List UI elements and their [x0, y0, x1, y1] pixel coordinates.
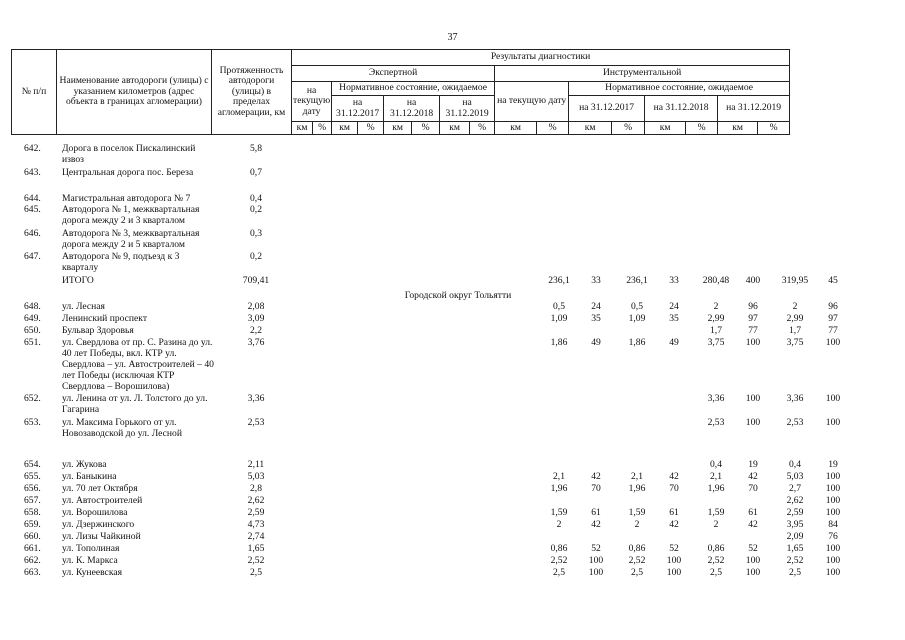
value-pct: 100: [745, 567, 761, 578]
value-km: 1,09: [628, 313, 646, 324]
value-pct: 33: [669, 275, 679, 286]
road-length: 2,11: [247, 459, 265, 470]
value-pct: 77: [748, 325, 758, 336]
road-length: 1,65: [247, 543, 265, 554]
value-km: 2,5: [789, 567, 801, 578]
row-number: 655.: [24, 471, 41, 482]
road-name: Автодорога № 1, межквартальная дорога между 2 и 3 кварталом: [62, 204, 200, 226]
header-pct: %: [412, 122, 440, 135]
value-km: 2,59: [786, 507, 804, 518]
value-pct: 96: [748, 301, 758, 312]
value-pct: 52: [669, 543, 679, 554]
road-length: 0,4: [250, 193, 262, 204]
value-pct: 49: [591, 337, 601, 348]
value-km: 2,52: [707, 555, 725, 566]
value-km: 2,09: [786, 531, 804, 542]
header-name: Наименование автодороги (улицы) с указанием километров (адрес объекта в границах агломерации): [57, 50, 212, 135]
value-km: 2: [634, 519, 640, 530]
road-name: Центральная дорога пос. Береза: [62, 167, 194, 178]
road-name: Бульвар Здоровья: [62, 325, 134, 336]
row-number: 644.: [24, 193, 41, 204]
value-pct: 49: [669, 337, 679, 348]
road-length: 2,52: [247, 555, 265, 566]
header-pct: %: [758, 122, 790, 135]
value-pct: 77: [828, 325, 838, 336]
road-length: 2,62: [247, 495, 265, 506]
header-current-expert: на текущую дату: [292, 82, 332, 122]
value-km: 3,75: [707, 337, 725, 348]
row-number: 657.: [24, 495, 41, 506]
value-km: 236,1: [548, 275, 570, 286]
value-km: 0,4: [710, 459, 722, 470]
value-pct: 24: [669, 301, 679, 312]
road-length: 3,76: [247, 337, 265, 348]
row-number: 658.: [24, 507, 41, 518]
header-expert: Экспертной: [292, 66, 495, 82]
value-km: 2,53: [786, 417, 804, 428]
road-length: 2,59: [247, 507, 265, 518]
value-pct: 100: [666, 555, 682, 566]
road-name: ул. Свердлова от пр. С. Разина до ул. 40 лет Победы, вкл. КТР ул. Свердлова – ул. Автостроителей – 40 лет Победы (исключая КТР Свердлова – Ворошилова): [62, 337, 214, 392]
value-km: 2,53: [707, 417, 725, 428]
header-results: Результаты диагностики: [292, 50, 790, 66]
road-name: Автодорога № 9, подъезд к 3 кварталу: [62, 251, 180, 273]
road-name: ул. Кунеевская: [62, 567, 123, 578]
header-length: Протяженность автодороги (улицы) в пределах агломерации, км: [212, 50, 292, 135]
row-number: 642.: [24, 143, 41, 154]
value-pct: 100: [825, 393, 841, 404]
road-name: ИТОГО: [62, 275, 94, 286]
road-length: 2,5: [250, 567, 262, 578]
road-name: Ленинский проспект: [62, 313, 148, 324]
value-pct: 76: [828, 531, 838, 542]
value-pct: 100: [825, 555, 841, 566]
row-number: 643.: [24, 167, 41, 178]
value-km: 0,5: [553, 301, 565, 312]
value-km: 5,03: [786, 471, 804, 482]
value-pct: 100: [745, 337, 761, 348]
value-pct: 100: [745, 393, 761, 404]
value-pct: 100: [745, 555, 761, 566]
value-pct: 42: [591, 471, 601, 482]
row-number: 656.: [24, 483, 41, 494]
row-number: 646.: [24, 228, 41, 239]
row-number: 647.: [24, 251, 41, 262]
value-km: 3,36: [786, 393, 804, 404]
value-pct: 70: [748, 483, 758, 494]
value-km: 2: [792, 301, 798, 312]
value-km: 0,86: [707, 543, 725, 554]
header-km: км: [292, 122, 313, 135]
road-length: 2,08: [247, 301, 265, 312]
value-km: 1,09: [550, 313, 568, 324]
header-km: км: [440, 122, 470, 135]
road-name: ул. Автостроителей: [62, 495, 143, 506]
header-num: № п/п: [12, 50, 57, 135]
value-pct: 42: [669, 471, 679, 482]
row-number: 645.: [24, 204, 41, 215]
road-length: 0,7: [250, 167, 262, 178]
value-pct: 100: [588, 555, 604, 566]
value-km: 236,1: [626, 275, 648, 286]
row-number: 648.: [24, 301, 41, 312]
road-length: 2,74: [247, 531, 265, 542]
value-pct: 61: [748, 507, 758, 518]
value-km: 0,86: [628, 543, 646, 554]
value-pct: 100: [825, 543, 841, 554]
header-pct: %: [537, 122, 569, 135]
road-name: ул. Максима Горького от ул. Новозаводской до ул. Лесной: [62, 417, 182, 439]
row-number: 652.: [24, 393, 41, 404]
value-km: 319,95: [781, 275, 809, 286]
value-pct: 35: [591, 313, 601, 324]
header-pct: %: [612, 122, 645, 135]
header-current-instr: на текущую дату: [495, 82, 569, 122]
value-km: 1,86: [628, 337, 646, 348]
road-length: 2,8: [250, 483, 262, 494]
row-number: 662.: [24, 555, 41, 566]
road-name: ул. Баныкина: [62, 471, 117, 482]
value-pct: 84: [828, 519, 838, 530]
value-km: 2: [713, 301, 719, 312]
road-name: Магистральная автодорога № 7: [62, 193, 191, 204]
header-km: км: [645, 122, 686, 135]
header-pct: %: [686, 122, 718, 135]
header-instr-2019: на 31.12.2019: [718, 96, 790, 122]
row-number: 653.: [24, 417, 41, 428]
value-km: 2,52: [786, 555, 804, 566]
value-pct: 19: [828, 459, 838, 470]
value-pct: 42: [669, 519, 679, 530]
value-km: 0,86: [550, 543, 568, 554]
road-name: ул. Дзержинского: [62, 519, 135, 530]
header-expert-2019: на 31.12.2019: [440, 96, 495, 122]
road-length: 3,36: [247, 393, 265, 404]
value-pct: 70: [591, 483, 601, 494]
row-number: 651.: [24, 337, 41, 348]
header-km: км: [495, 122, 537, 135]
value-pct: 52: [748, 543, 758, 554]
road-name: ул. К. Маркса: [62, 555, 118, 566]
value-pct: 97: [748, 313, 758, 324]
value-pct: 100: [825, 337, 841, 348]
header-instrumental: Инструментальной: [495, 66, 790, 82]
row-number: 649.: [24, 313, 41, 324]
header-pct: %: [358, 122, 384, 135]
value-pct: 33: [591, 275, 601, 286]
value-pct: 96: [828, 301, 838, 312]
value-km: 2,1: [631, 471, 643, 482]
road-length: 5,03: [247, 471, 265, 482]
value-km: 2,62: [786, 495, 804, 506]
road-length: 2,53: [247, 417, 265, 428]
value-km: 1,7: [710, 325, 722, 336]
header-instr-2018: на 31.12.2018: [645, 96, 718, 122]
value-pct: 400: [745, 275, 761, 286]
value-km: 2,5: [553, 567, 565, 578]
value-km: 1,59: [628, 507, 646, 518]
road-length: 3,09: [247, 313, 265, 324]
value-pct: 100: [666, 567, 682, 578]
road-name: ул. Лесная: [62, 301, 105, 312]
road-name: ул. 70 лет Октября: [62, 483, 138, 494]
header-km: км: [384, 122, 412, 135]
value-km: 2,1: [710, 471, 722, 482]
value-km: 2,99: [707, 313, 725, 324]
value-km: 1,59: [707, 507, 725, 518]
road-name: ул. Ленина от ул. Л. Толстого до ул. Гагарина: [62, 393, 208, 415]
header-pct: %: [313, 122, 332, 135]
value-km: 1,96: [550, 483, 568, 494]
value-km: 2,5: [710, 567, 722, 578]
value-km: 2,52: [628, 555, 646, 566]
road-name: ул. Лизы Чайкиной: [62, 531, 141, 542]
road-length: 709,41: [242, 275, 270, 286]
header-expert-2017: на 31.12.2017: [332, 96, 384, 122]
header-instr-2017: на 31.12.2017: [569, 96, 645, 122]
header-km: км: [718, 122, 758, 135]
value-pct: 61: [669, 507, 679, 518]
road-length: 4,73: [247, 519, 265, 530]
value-km: 2,7: [789, 483, 801, 494]
row-number: 663.: [24, 567, 41, 578]
row-number: 654.: [24, 459, 41, 470]
value-km: 2,5: [631, 567, 643, 578]
header-km: км: [332, 122, 358, 135]
value-pct: 52: [591, 543, 601, 554]
value-km: 1,96: [707, 483, 725, 494]
value-km: 2: [556, 519, 562, 530]
row-number: 650.: [24, 325, 41, 336]
row-number: 660.: [24, 531, 41, 542]
section-title: Городской округ Тольятти: [404, 290, 512, 301]
value-pct: 70: [669, 483, 679, 494]
value-km: 3,75: [786, 337, 804, 348]
value-pct: 100: [825, 507, 841, 518]
value-pct: 100: [588, 567, 604, 578]
value-km: 1,59: [550, 507, 568, 518]
value-pct: 42: [748, 519, 758, 530]
value-pct: 100: [825, 417, 841, 428]
value-km: 2,52: [550, 555, 568, 566]
value-km: 1,96: [628, 483, 646, 494]
value-pct: 35: [669, 313, 679, 324]
value-pct: 100: [825, 483, 841, 494]
table-header: [11, 49, 790, 135]
header-normative-instr: Нормативное состояние, ожидаемое: [569, 82, 790, 96]
row-number: 661.: [24, 543, 41, 554]
value-km: 1,7: [789, 325, 801, 336]
road-length: 5,8: [250, 143, 262, 154]
row-number: 659.: [24, 519, 41, 530]
value-km: 0,5: [631, 301, 643, 312]
road-name: ул. Жукова: [62, 459, 107, 470]
value-pct: 100: [825, 495, 841, 506]
value-pct: 24: [591, 301, 601, 312]
value-km: 2,1: [553, 471, 565, 482]
value-km: 3,95: [786, 519, 804, 530]
value-pct: 100: [745, 417, 761, 428]
header-km: км: [569, 122, 612, 135]
value-km: 1,86: [550, 337, 568, 348]
header-normative-expert: Нормативное состояние, ожидаемое: [332, 82, 495, 96]
road-name: ул. Ворошилова: [62, 507, 128, 518]
road-length: 2,2: [250, 325, 262, 336]
value-km: 2,99: [786, 313, 804, 324]
value-km: 280,48: [702, 275, 730, 286]
value-pct: 45: [828, 275, 838, 286]
road-name: Дорога в поселок Пискалинский извоз: [62, 143, 196, 165]
value-pct: 100: [825, 471, 841, 482]
page-number: 37: [447, 32, 458, 43]
value-km: 0,4: [789, 459, 801, 470]
value-pct: 97: [828, 313, 838, 324]
value-pct: 42: [748, 471, 758, 482]
value-km: 2: [713, 519, 719, 530]
road-length: 0,2: [250, 204, 262, 215]
header-expert-2018: на 31.12.2018: [384, 96, 440, 122]
value-km: 3,36: [707, 393, 725, 404]
road-length: 0,3: [250, 228, 262, 239]
road-length: 0,2: [250, 251, 262, 262]
value-km: 1,65: [786, 543, 804, 554]
value-pct: 42: [591, 519, 601, 530]
road-name: Автодорога № 3, межквартальная дорога между 2 и 5 кварталом: [62, 228, 200, 250]
value-pct: 19: [748, 459, 758, 470]
road-name: ул. Тополиная: [62, 543, 120, 554]
header-pct: %: [470, 122, 495, 135]
value-pct: 100: [825, 567, 841, 578]
value-pct: 61: [591, 507, 601, 518]
